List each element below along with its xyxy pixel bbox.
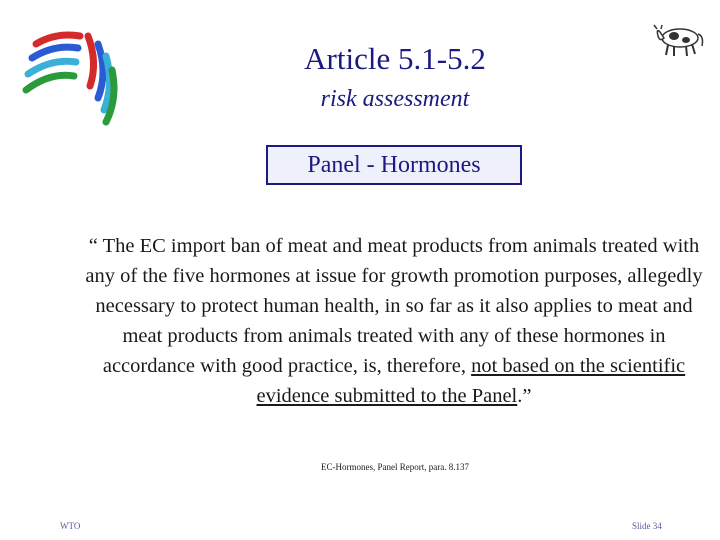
quote-underlined: not based on the scientific evidence submitted to the Panel [256,355,686,407]
slide-subtitle: risk assessment [320,86,470,112]
citation: EC-Hormones, Panel Report, para. 8.137 [321,462,469,472]
quote-part1: “ The EC import ban of meat and meat products from animals treated with any of the five hormones at issue for growth promotion purposes, allegedly necessary to protect human health, in so far as it also applies to meat and meat products from animals treated with any of these hormones in accordance with good practice, is, therefore, [85,235,703,377]
quote-text [84,231,704,411]
quote-end: .” [517,385,532,407]
panel-label-box: Panel - Hormones [266,145,522,185]
footer-left: WTO [60,521,81,531]
footer-slide-number: Slide 34 [632,521,662,531]
slide-title: Article 5.1-5.2 [304,41,486,76]
